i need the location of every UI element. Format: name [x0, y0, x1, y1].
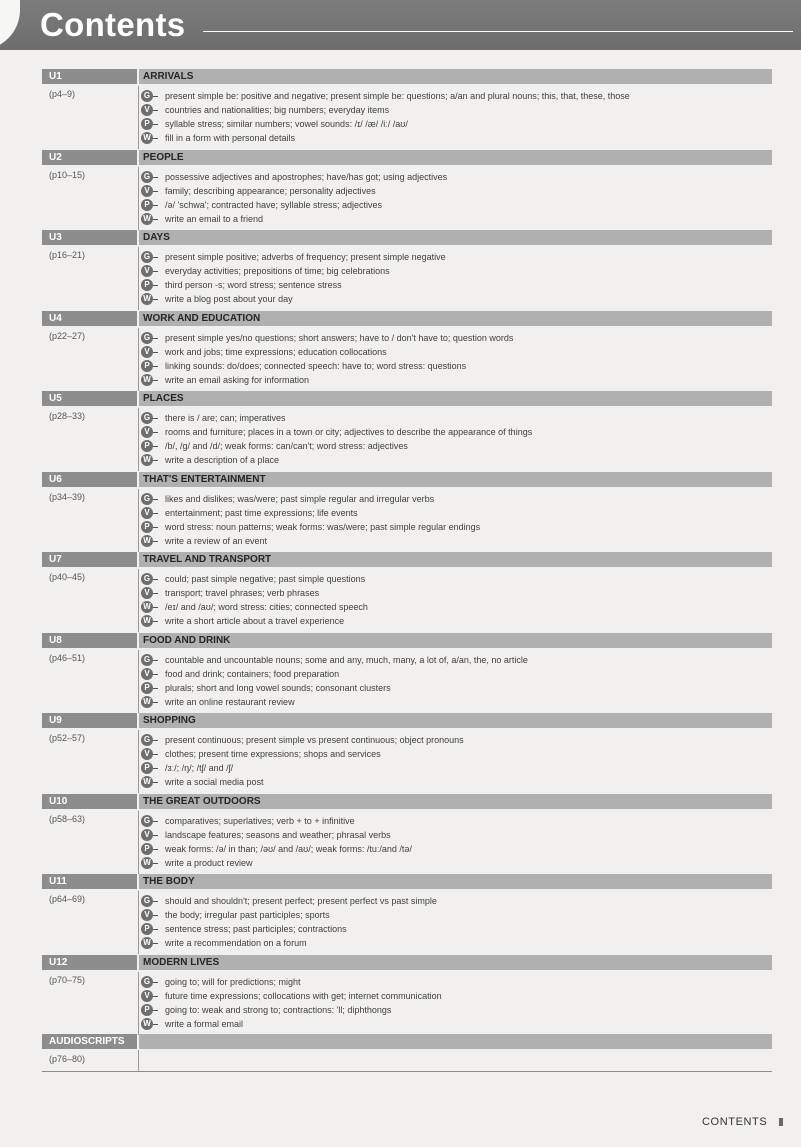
list-item	[141, 278, 771, 292]
item-text: could; past simple negative; past simple questions	[165, 574, 366, 584]
list-item	[141, 184, 771, 198]
audioscripts-title-bar	[139, 1034, 772, 1049]
unit-title: TRAVEL AND TRANSPORT	[139, 552, 772, 567]
dash-connector	[153, 579, 158, 580]
item-text: everyday activities; prepositions of time; big celebrations	[165, 266, 390, 276]
item-text: write a formal email	[165, 1018, 244, 1029]
unit-divider	[138, 730, 139, 793]
pronunciation-badge-icon: P	[141, 762, 153, 774]
item-text: going to: weak and strong to; contractions: 'll; diphthongs	[165, 1004, 392, 1015]
unit-title: MODERN LIVES	[139, 955, 772, 970]
item-text: present simple yes/no questions; short answers; have to / don't have to; question words	[165, 332, 514, 343]
unit-header	[42, 794, 772, 809]
unit-number: U11	[42, 874, 137, 889]
unit-number: U6	[42, 472, 137, 487]
unit-rows	[141, 331, 771, 387]
vocabulary-badge-icon: V	[141, 185, 153, 197]
item-text: transport; travel phrases; verb phrases	[165, 588, 320, 598]
list-item	[141, 198, 771, 212]
list-item	[141, 534, 771, 548]
unit-rows	[141, 894, 771, 950]
audioscripts-title: AUDIOSCRIPTS	[42, 1034, 137, 1049]
unit-number: U10	[42, 794, 137, 809]
unit-rows	[141, 492, 771, 548]
unit-block	[42, 391, 772, 472]
unit-block	[42, 874, 772, 955]
list-item	[141, 761, 771, 775]
list-item	[141, 264, 771, 278]
unit-rows	[141, 653, 771, 709]
dash-connector	[153, 782, 158, 783]
vocabulary-badge-icon: V	[141, 668, 153, 680]
list-item	[141, 586, 771, 600]
dash-connector	[153, 835, 158, 836]
item-text: word stress: noun patterns; weak forms: was/were; past simple regular endings	[165, 521, 481, 532]
list-item	[141, 117, 771, 131]
writing-badge-icon: W	[141, 132, 153, 144]
grammar-badge-icon: G	[141, 171, 153, 183]
writing-badge-icon: W	[141, 535, 153, 547]
item-text: linking sounds: do/does; connected speech: have to; word stress: questions	[165, 360, 467, 371]
list-item	[141, 600, 771, 614]
unit-number: U8	[42, 633, 137, 648]
writing-badge-icon: W	[141, 1018, 153, 1030]
unit-block	[42, 955, 772, 1036]
dash-connector	[153, 1010, 158, 1011]
header-rule	[203, 31, 793, 32]
list-item	[141, 453, 771, 467]
unit-title: WORK AND EDUCATION	[139, 311, 772, 326]
writing-badge-icon: W	[141, 293, 153, 305]
item-text: comparatives; superlatives; verb + to + infinitive	[165, 815, 355, 826]
unit-title: ARRIVALS	[139, 69, 772, 84]
list-item	[141, 695, 771, 709]
list-item	[141, 411, 771, 425]
dash-connector	[153, 499, 158, 500]
page-title: Contents	[40, 6, 186, 43]
unit-title: DAYS	[139, 230, 772, 245]
unit-header	[42, 69, 772, 84]
unit-divider	[138, 247, 139, 310]
pronunciation-badge-icon: P	[141, 199, 153, 211]
grammar-badge-icon: G	[141, 332, 153, 344]
unit-title: PLACES	[139, 391, 772, 406]
dash-connector	[153, 138, 158, 139]
unit-header	[42, 472, 772, 487]
vocabulary-badge-icon: V	[141, 346, 153, 358]
dash-connector	[153, 674, 158, 675]
list-item	[141, 814, 771, 828]
item-text: family; describing appearance; personality adjectives	[165, 185, 376, 196]
unit-block	[42, 150, 772, 231]
dash-connector	[153, 271, 158, 272]
dash-connector	[153, 593, 158, 594]
unit-pages: (p46–51)	[49, 652, 86, 663]
item-text: fill in a form with personal details	[165, 133, 296, 143]
item-text: write an email asking for information	[165, 374, 310, 385]
list-item	[141, 775, 771, 789]
item-text: /eɪ/ and /aʊ/; word stress: cities; connected speech	[165, 602, 368, 612]
unit-header	[42, 713, 772, 728]
writing-badge-icon: W	[141, 213, 153, 225]
contents-table	[42, 69, 772, 1035]
unit-rows	[141, 572, 771, 628]
unit-number: U2	[42, 150, 137, 165]
dash-connector	[153, 541, 158, 542]
unit-title: THAT'S ENTERTAINMENT	[139, 472, 772, 487]
dash-connector	[153, 418, 158, 419]
item-text: write an email to a friend	[165, 213, 264, 224]
item-text: present simple positive; adverbs of frequency; present simple negative	[165, 252, 446, 262]
grammar-badge-icon: G	[141, 734, 153, 746]
item-text: countable and uncountable nouns; some and any, much, many, a lot of, a/an, the, no article	[165, 654, 528, 665]
dash-connector	[153, 124, 158, 125]
item-text: rooms and furniture; places in a town or city; adjectives to describe the appearance of things	[165, 427, 533, 437]
dash-connector	[153, 943, 158, 944]
list-item	[141, 856, 771, 870]
unit-pages: (p40–45)	[49, 572, 86, 582]
unit-number: U4	[42, 311, 137, 326]
unit-divider	[138, 328, 139, 391]
dash-connector	[153, 821, 158, 822]
item-text: syllable stress; similar numbers; vowel sounds: /ɪ/ /æ/ /iː/ /aʊ/	[165, 119, 408, 129]
item-text: entertainment; past time expressions; life events	[165, 507, 358, 518]
item-text: /ə/ 'schwa'; contracted have; syllable stress; adjectives	[165, 199, 383, 210]
dash-connector	[153, 996, 158, 997]
dash-connector	[153, 110, 158, 111]
dash-connector	[153, 740, 158, 741]
item-text: food and drink; containers; food preparation	[165, 668, 340, 679]
unit-title: PEOPLE	[139, 150, 772, 165]
list-item	[141, 653, 771, 667]
unit-block	[42, 230, 772, 311]
item-text: write a description of a place	[165, 455, 280, 465]
list-item	[141, 359, 771, 373]
unit-block	[42, 713, 772, 794]
unit-pages: (p22–27)	[49, 330, 86, 341]
dash-connector	[153, 982, 158, 983]
list-item	[141, 250, 771, 264]
list-item	[141, 975, 771, 989]
list-item	[141, 936, 771, 950]
dash-connector	[153, 660, 158, 661]
dash-connector	[153, 1024, 158, 1025]
unit-number: U3	[42, 230, 137, 245]
unit-header	[42, 633, 772, 648]
page-header	[0, 0, 801, 50]
dash-connector	[153, 191, 158, 192]
writing-badge-icon: W	[141, 776, 153, 788]
audioscripts-section	[42, 1034, 772, 1072]
unit-rows	[141, 89, 771, 145]
list-item	[141, 439, 771, 453]
unit-title: FOOD AND DRINK	[139, 633, 772, 648]
dash-connector	[153, 446, 158, 447]
unit-divider	[138, 891, 139, 954]
list-item	[141, 747, 771, 761]
item-text: present simple be: positive and negative; present simple be: questions; a/an and plural nouns; this, that, these, those	[165, 91, 630, 101]
list-item	[141, 614, 771, 628]
item-text: possessive adjectives and apostrophes; have/has got; using adjectives	[165, 171, 448, 182]
unit-header	[42, 311, 772, 326]
item-text: should and shouldn't; present perfect; present perfect vs past simple	[165, 896, 437, 906]
list-item	[141, 733, 771, 747]
dash-connector	[153, 299, 158, 300]
unit-number: U12	[42, 955, 137, 970]
vocabulary-badge-icon: V	[141, 909, 153, 921]
list-item	[141, 1003, 771, 1017]
vocabulary-badge-icon: V	[141, 507, 153, 519]
pronunciation-badge-icon: P	[141, 521, 153, 533]
vocabulary-badge-icon: V	[141, 265, 153, 277]
unit-number: U7	[42, 552, 137, 567]
unit-pages: (p64–69)	[49, 894, 86, 904]
unit-rows	[141, 733, 771, 789]
list-item	[141, 842, 771, 856]
audioscripts-pages: (p76–80)	[49, 1054, 86, 1064]
unit-header	[42, 552, 772, 567]
pronunciation-badge-icon: P	[141, 118, 153, 130]
item-text: third person -s; word stress; sentence stress	[165, 280, 342, 290]
list-item	[141, 103, 771, 117]
list-item	[141, 1017, 771, 1031]
dash-connector	[153, 915, 158, 916]
grammar-badge-icon: G	[141, 815, 153, 827]
dash-connector	[153, 527, 158, 528]
vocabulary-badge-icon: V	[141, 990, 153, 1002]
pronunciation-badge-icon: P	[141, 440, 153, 452]
unit-divider	[138, 167, 139, 230]
unit-number: U5	[42, 391, 137, 406]
footer-page-mark	[779, 1118, 783, 1126]
list-item	[141, 373, 771, 387]
dash-connector	[153, 177, 158, 178]
footer-label: CONTENTS	[702, 1116, 768, 1128]
list-item	[141, 667, 771, 681]
vocabulary-badge-icon: V	[141, 104, 153, 116]
unit-block	[42, 552, 772, 633]
list-item	[141, 345, 771, 359]
unit-block	[42, 633, 772, 714]
vocabulary-badge-icon: V	[141, 587, 153, 599]
pronunciation-badge-icon: P	[141, 682, 153, 694]
unit-number: U1	[42, 69, 137, 84]
grammar-badge-icon: G	[141, 895, 153, 907]
dash-connector	[153, 607, 158, 608]
writing-badge-icon: W	[141, 374, 153, 386]
unit-pages: (p70–75)	[49, 974, 86, 985]
list-item	[141, 572, 771, 586]
unit-pages: (p10–15)	[49, 169, 86, 180]
writing-badge-icon: W	[141, 857, 153, 869]
pronunciation-badge-icon: P	[141, 360, 153, 372]
list-item	[141, 331, 771, 345]
list-item	[141, 425, 771, 439]
unit-rows	[141, 250, 771, 306]
pronunciation-badge-icon: P	[141, 923, 153, 935]
item-text: the body; irregular past participles; sports	[165, 910, 330, 920]
unit-pages: (p28–33)	[49, 411, 86, 421]
item-text: there is / are; can; imperatives	[165, 413, 286, 423]
dash-connector	[153, 432, 158, 433]
unit-divider	[138, 86, 139, 149]
unit-number: U9	[42, 713, 137, 728]
unit-divider	[138, 408, 139, 471]
list-item	[141, 828, 771, 842]
dash-connector	[153, 513, 158, 514]
dash-connector	[153, 621, 158, 622]
unit-divider	[138, 650, 139, 713]
item-text: write a product review	[165, 857, 253, 868]
item-text: write an online restaurant review	[165, 696, 295, 707]
list-item	[141, 681, 771, 695]
unit-rows	[141, 814, 771, 870]
grammar-badge-icon: G	[141, 976, 153, 988]
dash-connector	[153, 768, 158, 769]
item-text: sentence stress; past participles; contractions	[165, 924, 347, 934]
unit-block	[42, 794, 772, 875]
grammar-badge-icon: G	[141, 654, 153, 666]
list-item	[141, 170, 771, 184]
dash-connector	[153, 96, 158, 97]
item-text: weak forms: /ə/ in than; /əʊ/ and /aʊ/; weak forms: /tuː/and /tə/	[165, 843, 412, 854]
unit-block	[42, 69, 772, 150]
list-item	[141, 922, 771, 936]
item-text: write a review of an event	[165, 535, 268, 546]
unit-rows	[141, 411, 771, 467]
vocabulary-badge-icon: V	[141, 829, 153, 841]
vocabulary-badge-icon: V	[141, 426, 153, 438]
dash-connector	[153, 460, 158, 461]
dash-connector	[153, 863, 158, 864]
list-item	[141, 506, 771, 520]
dash-connector	[153, 338, 158, 339]
dash-connector	[153, 380, 158, 381]
list-item	[141, 89, 771, 103]
writing-badge-icon: W	[141, 601, 153, 613]
dash-connector	[153, 352, 158, 353]
pronunciation-badge-icon: P	[141, 1004, 153, 1016]
dash-connector	[153, 688, 158, 689]
item-text: going to; will for predictions; might	[165, 976, 301, 987]
dash-connector	[153, 849, 158, 850]
dash-connector	[153, 205, 158, 206]
dash-connector	[153, 285, 158, 286]
list-item	[141, 894, 771, 908]
grammar-badge-icon: G	[141, 573, 153, 585]
unit-pages: (p4–9)	[49, 89, 76, 99]
unit-pages: (p52–57)	[49, 733, 86, 743]
writing-badge-icon: W	[141, 937, 153, 949]
list-item	[141, 212, 771, 226]
dash-connector	[153, 702, 158, 703]
vocabulary-badge-icon: V	[141, 748, 153, 760]
unit-header	[42, 874, 772, 889]
list-item	[141, 292, 771, 306]
unit-header	[42, 230, 772, 245]
writing-badge-icon: W	[141, 615, 153, 627]
item-text: likes and dislikes; was/were; past simple regular and irregular verbs	[165, 493, 435, 504]
unit-header	[42, 955, 772, 970]
unit-block	[42, 472, 772, 553]
pronunciation-badge-icon: P	[141, 843, 153, 855]
item-text: /ɜː/; /ŋ/; /tʃ/ and /ʃ/	[165, 763, 234, 773]
unit-pages: (p34–39)	[49, 491, 86, 502]
unit-block	[42, 311, 772, 392]
dash-connector	[153, 929, 158, 930]
grammar-badge-icon: G	[141, 251, 153, 263]
item-text: write a short article about a travel experience	[165, 616, 345, 626]
unit-header	[42, 391, 772, 406]
unit-header	[42, 150, 772, 165]
item-text: write a recommendation on a forum	[165, 938, 307, 948]
header-curve-decoration	[0, 0, 20, 50]
dash-connector	[153, 366, 158, 367]
writing-badge-icon: W	[141, 454, 153, 466]
list-item	[141, 131, 771, 145]
unit-pages: (p58–63)	[49, 813, 86, 824]
unit-title: SHOPPING	[139, 713, 772, 728]
dash-connector	[153, 219, 158, 220]
item-text: countries and nationalities; big numbers; everyday items	[165, 105, 390, 115]
unit-divider	[138, 972, 139, 1035]
item-text: landscape features; seasons and weather; phrasal verbs	[165, 829, 391, 840]
item-text: present continuous; present simple vs present continuous; object pronouns	[165, 735, 464, 745]
item-text: write a social media post	[165, 777, 264, 787]
dash-connector	[153, 901, 158, 902]
list-item	[141, 908, 771, 922]
item-text: write a blog post about your day	[165, 294, 293, 304]
item-text: clothes; present time expressions; shops and services	[165, 749, 381, 759]
grammar-badge-icon: G	[141, 412, 153, 424]
pronunciation-badge-icon: P	[141, 279, 153, 291]
unit-rows	[141, 170, 771, 226]
item-text: work and jobs; time expressions; education collocations	[165, 346, 387, 357]
unit-rows	[141, 975, 771, 1031]
grammar-badge-icon: G	[141, 493, 153, 505]
unit-title: THE BODY	[139, 874, 772, 889]
writing-badge-icon: W	[141, 696, 153, 708]
item-text: /b/, /g/ and /d/; weak forms: can/can't; word stress: adjectives	[165, 441, 408, 451]
dash-connector	[153, 257, 158, 258]
item-text: future time expressions; collocations with get; internet communication	[165, 990, 442, 1001]
unit-divider	[138, 811, 139, 874]
grammar-badge-icon: G	[141, 90, 153, 102]
list-item	[141, 989, 771, 1003]
unit-divider	[138, 489, 139, 552]
dash-connector	[153, 754, 158, 755]
unit-title: THE GREAT OUTDOORS	[139, 794, 772, 809]
list-item	[141, 492, 771, 506]
audioscripts-divider	[138, 1050, 139, 1072]
list-item	[141, 520, 771, 534]
audioscripts-bottom-rule	[42, 1071, 772, 1072]
item-text: plurals; short and long vowel sounds; consonant clusters	[165, 682, 391, 693]
unit-divider	[138, 569, 139, 632]
unit-pages: (p16–21)	[49, 250, 86, 260]
